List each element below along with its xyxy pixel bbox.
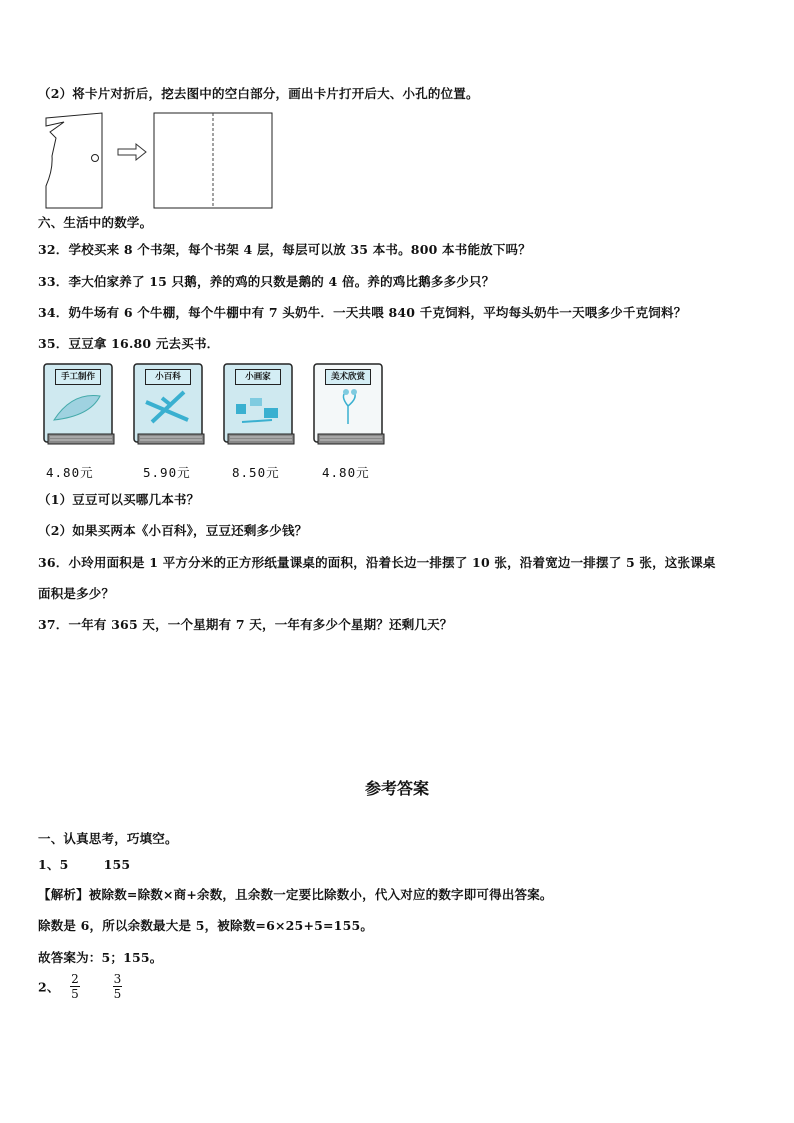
answer-2-label: 2、 <box>38 979 60 995</box>
fraction <box>70 972 80 1001</box>
answers-section1-title: 一、认真思考，巧填空。 <box>38 831 178 846</box>
question-35-part1: （1）豆豆可以买哪几本书？ <box>38 492 200 507</box>
fraction-numerator: 2 <box>71 972 80 986</box>
question-33: 33．李大伯家养了 15 只鹅，养的鸡的只数是鹅的 4 倍。养的鸡比鹅多多少只？ <box>38 274 495 289</box>
book-item <box>42 362 118 448</box>
book-title: 小画家 <box>235 369 281 385</box>
question-36-line2: 面积是多少？ <box>38 586 115 601</box>
fraction-numerator: 3 <box>113 972 122 986</box>
answer-2 <box>38 972 144 1001</box>
book-title: 美术欣赏 <box>325 369 371 385</box>
question-35-part2: （2）如果买两本《小百科》，豆豆还剩多少钱？ <box>38 523 308 538</box>
book-price: 8.50元 <box>232 465 280 480</box>
fraction-denominator: 5 <box>113 987 122 1001</box>
book-price: 5.90元 <box>143 465 191 480</box>
right-arrow-icon <box>118 144 146 160</box>
fraction <box>113 972 123 1001</box>
book-price: 4.80元 <box>46 465 94 480</box>
answer-1-step: 除数是 6，所以余数最大是 5，被除数=6×25+5=155。 <box>38 918 374 933</box>
question-35: 35．豆豆拿 16.80 元去买书． <box>38 336 220 351</box>
question-34: 34．奶牛场有 6 个牛棚，每个牛棚中有 7 头奶牛．一天共喂 840 千克饲料，平均每头奶牛一天喂多少千克饲料？ <box>38 305 687 320</box>
book-item <box>222 362 298 448</box>
part2-instruction: （2）将卡片对折后，挖去图中的空白部分，画出卡片打开后大、小孔的位置。 <box>38 86 479 101</box>
answer-1 <box>38 855 130 873</box>
question-32: 32．学校买来 8 个书架，每个书架 4 层，每层可以放 35 本书。800 本书能放下吗？ <box>38 242 531 257</box>
answer-1-analysis: 【解析】被除数=除数×商+余数，且余数一定要比除数小，代入对应的数字即可得出答案。 <box>38 887 553 902</box>
section6-title: 六、生活中的数学。 <box>38 215 153 230</box>
answer-1-value: 155 <box>103 857 131 872</box>
question-37: 37．一年有 365 天，一个星期有 7 天，一年有多少个星期？还剩几天？ <box>38 617 453 632</box>
small-hole <box>92 155 99 162</box>
folded-card-figure <box>40 110 280 212</box>
book-title: 手工制作 <box>55 369 101 385</box>
fraction-denominator: 5 <box>71 987 80 1001</box>
book-title: 小百科 <box>145 369 191 385</box>
book-item <box>312 362 388 448</box>
answer-1-conclusion: 故答案为：5；155。 <box>38 950 163 965</box>
answers-title: 参考答案 <box>364 779 429 798</box>
folded-card <box>46 113 102 208</box>
question-36-line1: 36．小玲用面积是 1 平方分米的正方形纸量课桌的面积，沿着长边一排摆了 10 张，沿着宽边一排摆了 5 张，这张课桌 <box>38 555 716 570</box>
answer-1-label: 1、5 <box>38 857 69 872</box>
book-item <box>132 362 208 448</box>
book-price: 4.80元 <box>322 465 370 480</box>
